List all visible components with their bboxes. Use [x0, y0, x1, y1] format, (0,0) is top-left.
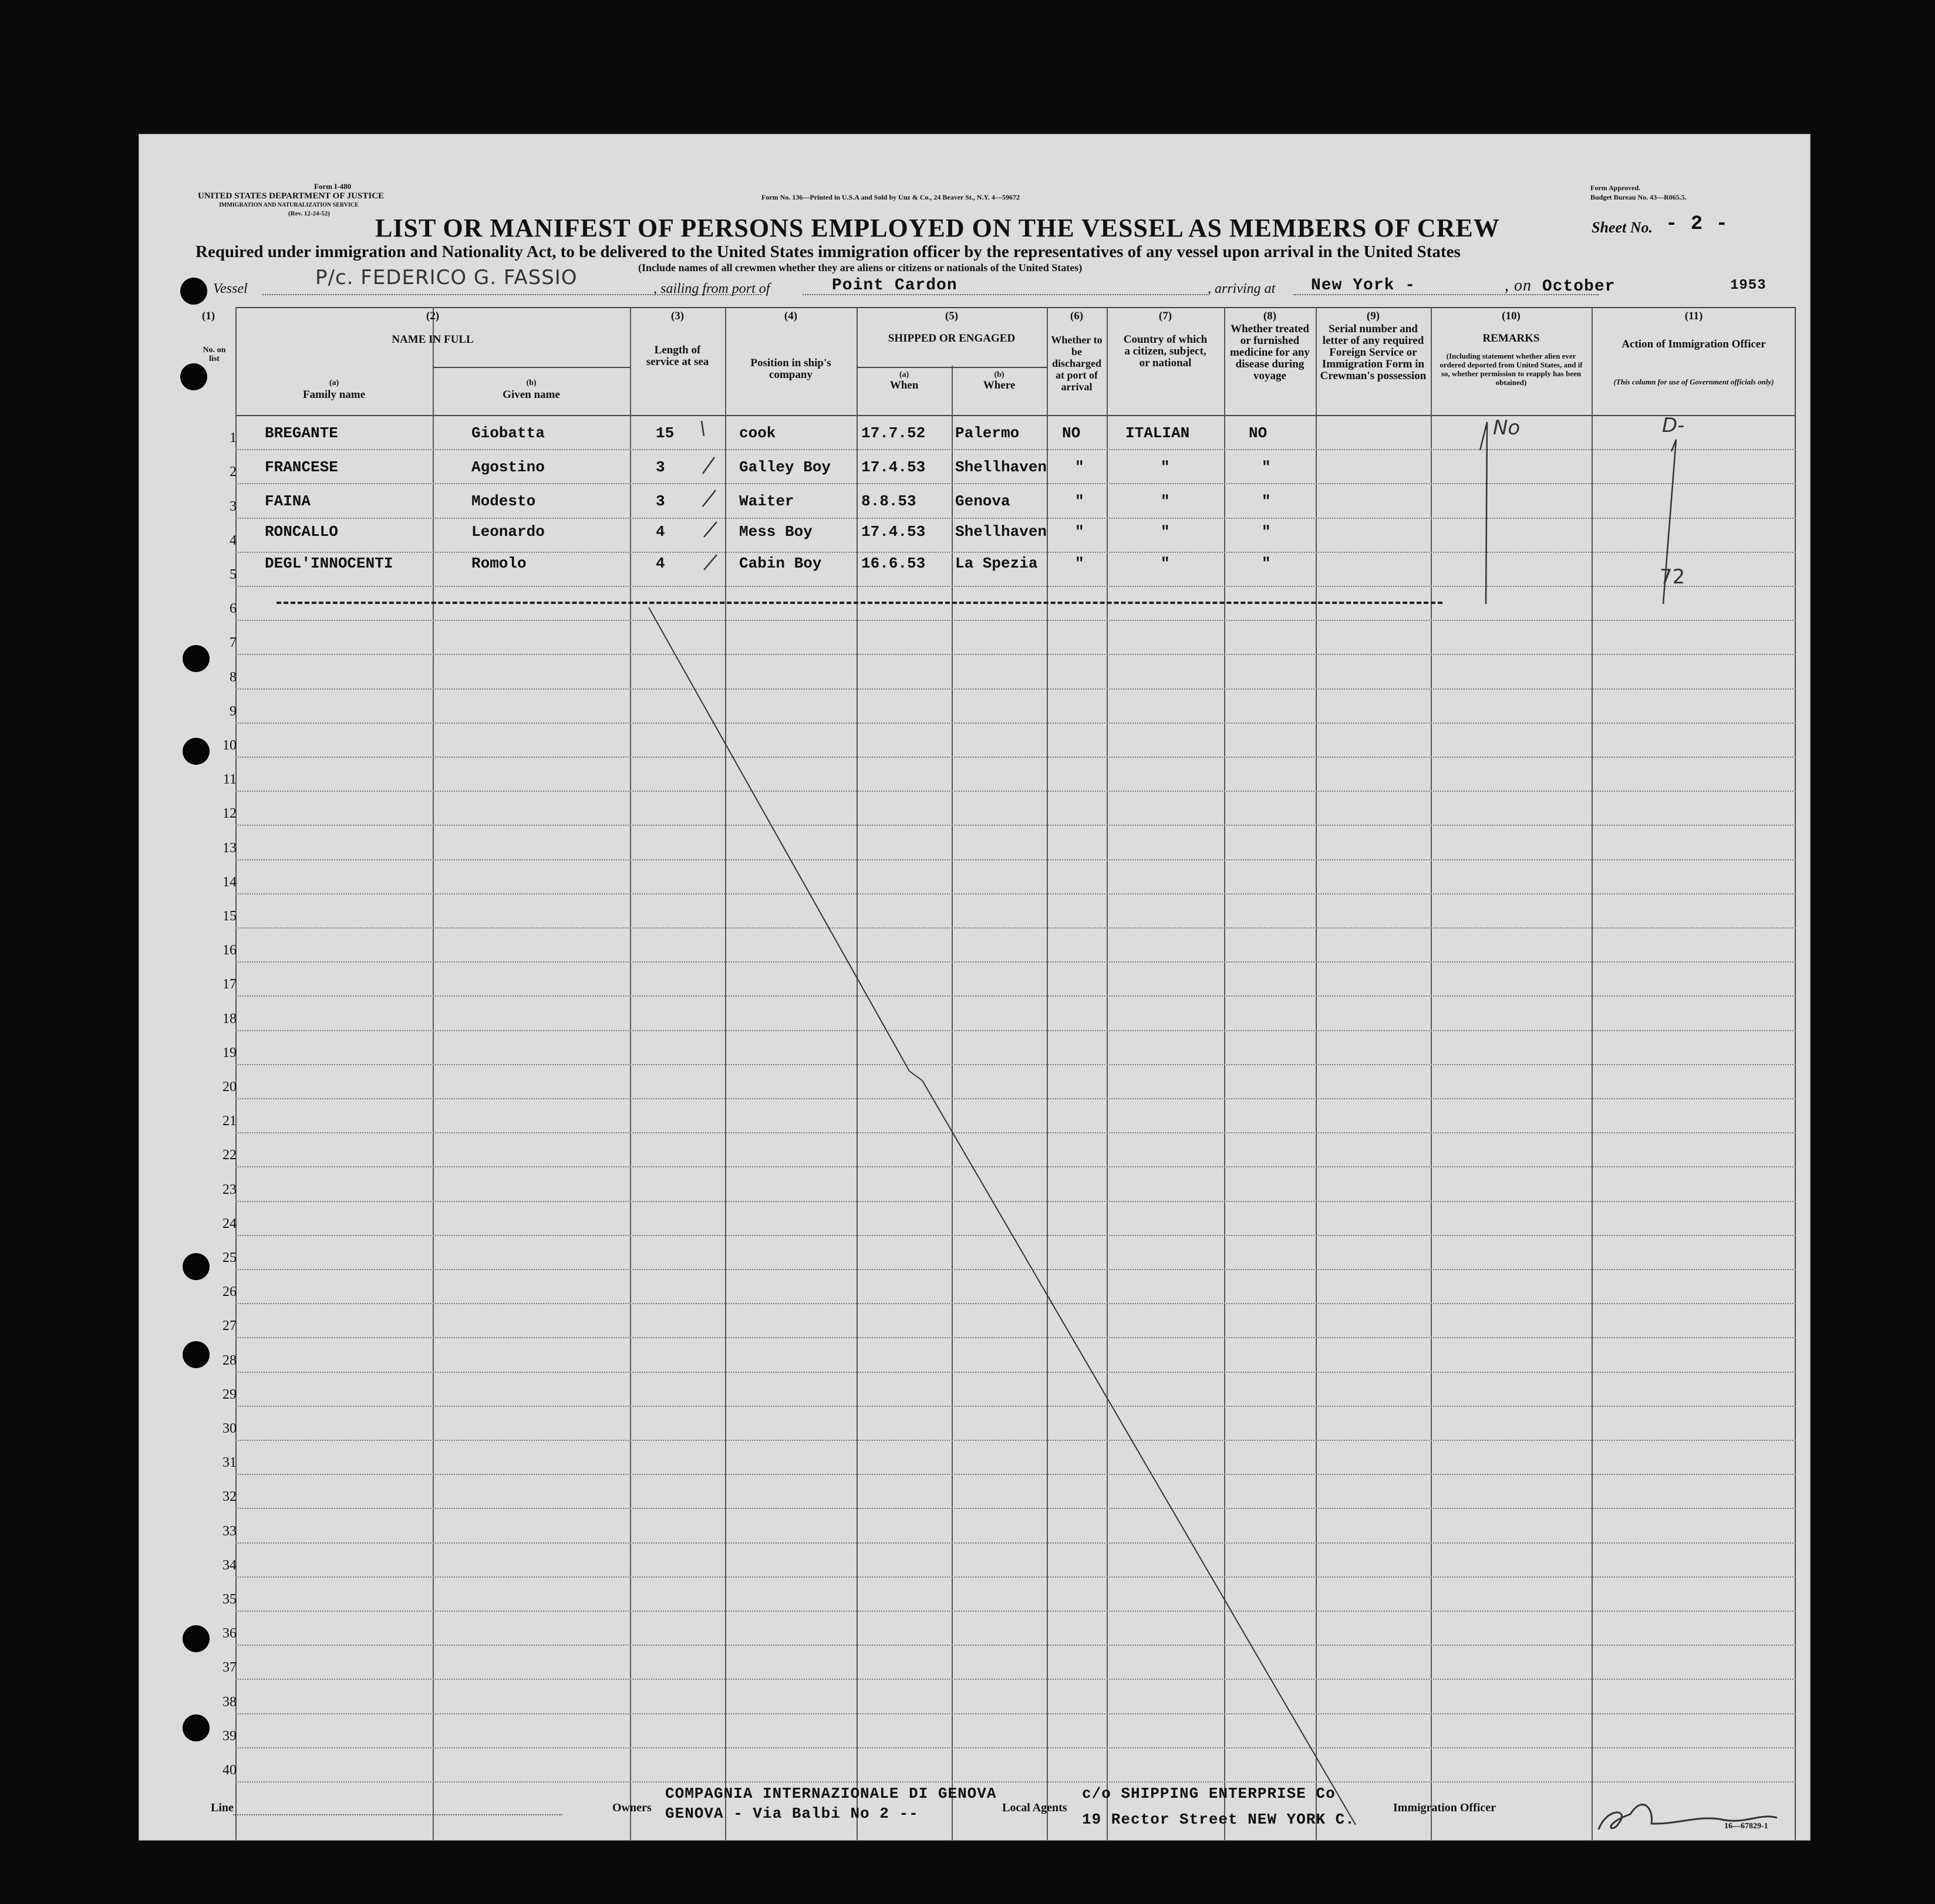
owners-address: GENOVA - Via Balbi No 2 --: [665, 1805, 919, 1822]
row-number: 3: [230, 499, 237, 514]
sailing-label: , sailing from port of: [653, 281, 770, 296]
form-number: Form I-480: [314, 182, 352, 191]
shipped-when-cell: 17.4.53: [861, 523, 926, 541]
row-number: 19: [223, 1045, 237, 1061]
col2b-label: Given name: [503, 389, 560, 401]
row-number: 13: [223, 840, 237, 856]
col6-label: Whether to be discharged at port of arrival: [1051, 334, 1103, 393]
col4-label: Position in ship's company: [750, 357, 831, 381]
given-name-cell: Romolo: [471, 555, 527, 572]
country-cell: ": [1161, 492, 1170, 510]
row-number: 24: [223, 1216, 237, 1231]
on-label-text: , on: [1505, 276, 1532, 295]
col2a-label: Family name: [302, 389, 366, 401]
row-number: 8: [230, 670, 237, 685]
treated-cell: ": [1262, 523, 1271, 541]
form-subnote: (Include names of all crewmen whether they are aliens or citizens or nationals of the United States): [638, 262, 1083, 274]
col1-num: (1): [201, 310, 215, 322]
col5-num: (5): [945, 310, 959, 322]
budget-bureau: Budget Bureau No. 43—R065.5.: [1590, 193, 1687, 201]
manifest-page: [139, 134, 1811, 1841]
row-number: 12: [223, 806, 237, 821]
treated-cell: NO: [1249, 424, 1267, 442]
service-cell: 3: [656, 492, 665, 510]
remarks-mark: No: [1493, 416, 1521, 440]
discharged-cell: ": [1075, 523, 1084, 541]
sheet-label: Sheet No.: [1592, 219, 1653, 236]
position-cell: Waiter: [739, 492, 794, 510]
col8-num: (8): [1263, 310, 1277, 322]
diagonal-cancel-line: [649, 607, 1356, 1825]
discharged-cell: ": [1075, 492, 1084, 510]
row-number: 40: [223, 1763, 237, 1778]
shipped-where-cell: Shellhaven: [955, 458, 1047, 476]
tick-mark: [704, 522, 717, 537]
row-number: 35: [223, 1592, 237, 1607]
action-mark: D-: [1662, 414, 1685, 437]
row-number: 23: [223, 1182, 237, 1197]
given-name-cell: Modesto: [471, 492, 536, 510]
col2-label: NAME IN FULL: [392, 333, 474, 346]
form-revision: (Rev. 12-24-52): [288, 210, 330, 217]
row-number: 33: [223, 1524, 237, 1539]
country-cell: ": [1161, 555, 1170, 572]
tick-mark: [703, 457, 714, 474]
printer-note: Form No. 136—Printed in U.S.A and Sold by Unz & Co., 24 Beaver St., N.Y. 4—59672: [761, 193, 1020, 201]
tick-mark: [704, 555, 717, 570]
col4-num: (4): [784, 310, 798, 322]
row-number: 5: [230, 567, 237, 582]
col9-num: (9): [1366, 310, 1380, 322]
sailing-port: Point Cardon: [832, 276, 958, 295]
row-number: 6: [230, 601, 237, 616]
arriving-port: New York -: [1311, 276, 1416, 295]
shipped-where-cell: La Spezia: [955, 555, 1038, 572]
sheet-number: - 2 -: [1666, 213, 1729, 235]
treated-cell: ": [1262, 555, 1271, 572]
discharged-cell: ": [1075, 555, 1084, 572]
row-number: 31: [223, 1455, 237, 1470]
agents-label: Local Agents: [1002, 1801, 1067, 1814]
col6-num: (6): [1070, 310, 1084, 322]
shipped-where-cell: Genova: [955, 492, 1010, 510]
line-underline: [233, 1814, 562, 1815]
form-subtitle: Required under immigration and Nationality Act, to be delivered to the United States immigration officer by the representatives of any vessel upon arrival in the United States: [195, 242, 1461, 261]
col1-label: No. on list: [203, 346, 226, 363]
col2a-num: (a): [329, 379, 339, 387]
row-number: 14: [223, 875, 237, 890]
arriving-label: , arriving at: [1208, 281, 1276, 296]
col11-num: (11): [1684, 310, 1703, 322]
row-number: 21: [223, 1113, 237, 1129]
position-cell: Mess Boy: [739, 523, 813, 541]
row-number: 22: [223, 1147, 237, 1163]
row-number: 28: [223, 1353, 237, 1368]
col8-label: Whether treated or furnished medicine for any disease during voyage: [1230, 323, 1310, 382]
row-number: 1: [230, 430, 237, 445]
col3-label: Length of service at sea: [646, 344, 709, 368]
form-code: 16—67829-1: [1724, 1822, 1768, 1831]
service-cell: 4: [656, 555, 665, 572]
page-title: LIST OR MANIFEST OF PERSONS EMPLOYED ON THE VESSEL AS MEMBERS OF CREW: [375, 214, 1500, 242]
col2-num: (2): [426, 310, 440, 322]
row-number: 15: [223, 909, 237, 924]
tick-mark: [702, 421, 704, 436]
row-number: 10: [223, 738, 237, 753]
agents-address: 19 Rector Street NEW YORK C.: [1082, 1811, 1355, 1828]
col5b-label: Where: [983, 379, 1016, 391]
col5a-num: (a): [899, 370, 909, 379]
given-name-cell: Giobatta: [471, 424, 545, 442]
position-cell: cook: [739, 424, 776, 442]
col10-num: (10): [1502, 310, 1521, 322]
service-cell: 4: [656, 523, 665, 541]
treated-cell: ": [1262, 492, 1271, 510]
count-mark: 72: [1660, 565, 1685, 589]
tick-mark: [703, 490, 716, 507]
row-number: 9: [230, 704, 237, 719]
shipped-when-cell: 16.6.53: [861, 555, 926, 572]
col9-label: Serial number and letter of any required Foreign Service or Immigration Form in Crewman's possession: [1320, 323, 1427, 382]
row-number: 30: [223, 1421, 237, 1436]
row-number: 37: [223, 1660, 237, 1675]
col10-label: REMARKS: [1482, 332, 1540, 345]
row-number: 18: [223, 1011, 237, 1027]
treated-cell: ": [1262, 458, 1271, 476]
family-name-cell: RONCALLO: [265, 523, 338, 541]
vessel-name: P/c. FEDERICO G. FASSIO: [315, 266, 578, 289]
position-cell: Galley Boy: [739, 458, 831, 476]
given-name-cell: Leonardo: [471, 523, 545, 541]
col7-num: (7): [1158, 310, 1172, 322]
owners-label: Owners: [612, 1801, 652, 1814]
row-number: 25: [223, 1250, 237, 1265]
country-cell: ": [1161, 523, 1170, 541]
row-number: 16: [223, 943, 237, 958]
row-number: 36: [223, 1626, 237, 1641]
position-cell: Cabin Boy: [739, 555, 822, 572]
row-number: 26: [223, 1284, 237, 1299]
arrival-year: 1953: [1730, 278, 1767, 293]
row-number: 38: [223, 1694, 237, 1710]
agents-name: c/o SHIPPING ENTERPRISE Co: [1082, 1785, 1336, 1802]
col7-label: Country of which a citizen, subject, or national: [1123, 333, 1208, 369]
remarks-line: [1480, 422, 1487, 604]
line-label: Line: [211, 1801, 234, 1814]
col11-note: (This column for use of Government officials only): [1613, 377, 1774, 386]
row-number: 4: [230, 533, 237, 548]
owners-name: COMPAGNIA INTERNAZIONALE DI GENOVA: [665, 1785, 997, 1802]
shipped-where-cell: Palermo: [955, 424, 1020, 442]
row-number: 11: [223, 772, 237, 787]
shipped-where-cell: Shellhaven: [955, 523, 1047, 541]
discharged-cell: NO: [1062, 424, 1081, 442]
given-name-cell: Agostino: [471, 458, 545, 476]
vessel-label: Vessel: [213, 281, 248, 296]
family-name-cell: BREGANTE: [265, 424, 338, 442]
family-name-cell: DEGL'INNOCENTI: [265, 555, 393, 572]
discharged-cell: ": [1075, 458, 1084, 476]
service-name: IMMIGRATION AND NATURALIZATION SERVICE: [219, 202, 359, 208]
arrival-month: October: [1542, 278, 1616, 296]
form-approved: Form Approved.: [1590, 184, 1641, 192]
department-name: UNITED STATES DEPARTMENT OF JUSTICE: [198, 191, 385, 201]
col10-note: (Including statement whether alien ever ordered deported from United States, and if so, whether permission to reapply has been obtained): [1440, 352, 1583, 387]
col5-label: SHIPPED OR ENGAGED: [888, 332, 1016, 345]
row-number: 34: [223, 1558, 237, 1573]
row-number: 27: [223, 1318, 237, 1334]
shipped-when-cell: 8.8.53: [861, 492, 916, 510]
row-number: 29: [223, 1387, 237, 1402]
service-cell: 3: [656, 458, 665, 476]
row-number: 7: [230, 635, 237, 650]
row-number: 20: [223, 1079, 237, 1095]
col5a-label: When: [889, 379, 919, 391]
row-number: 17: [223, 977, 237, 992]
family-name-cell: FRANCESE: [265, 458, 338, 476]
row-number: 39: [223, 1729, 237, 1744]
col2b-num: (b): [526, 379, 537, 387]
country-cell: ": [1161, 458, 1170, 476]
col3-num: (3): [670, 310, 685, 322]
handwritten-marks: [139, 134, 1810, 1840]
shipped-when-cell: 17.7.52: [861, 424, 926, 442]
officer-label: Immigration Officer: [1393, 1801, 1496, 1814]
col11-label: Action of Immigration Officer: [1622, 338, 1766, 350]
service-cell: 15: [656, 424, 675, 442]
family-name-cell: FAINA: [265, 492, 311, 510]
shipped-when-cell: 17.4.53: [861, 458, 926, 476]
row-number: 32: [223, 1489, 237, 1504]
col5b-num: (b): [994, 370, 1004, 379]
country-cell: ITALIAN: [1125, 424, 1190, 442]
row-number: 2: [230, 464, 237, 480]
